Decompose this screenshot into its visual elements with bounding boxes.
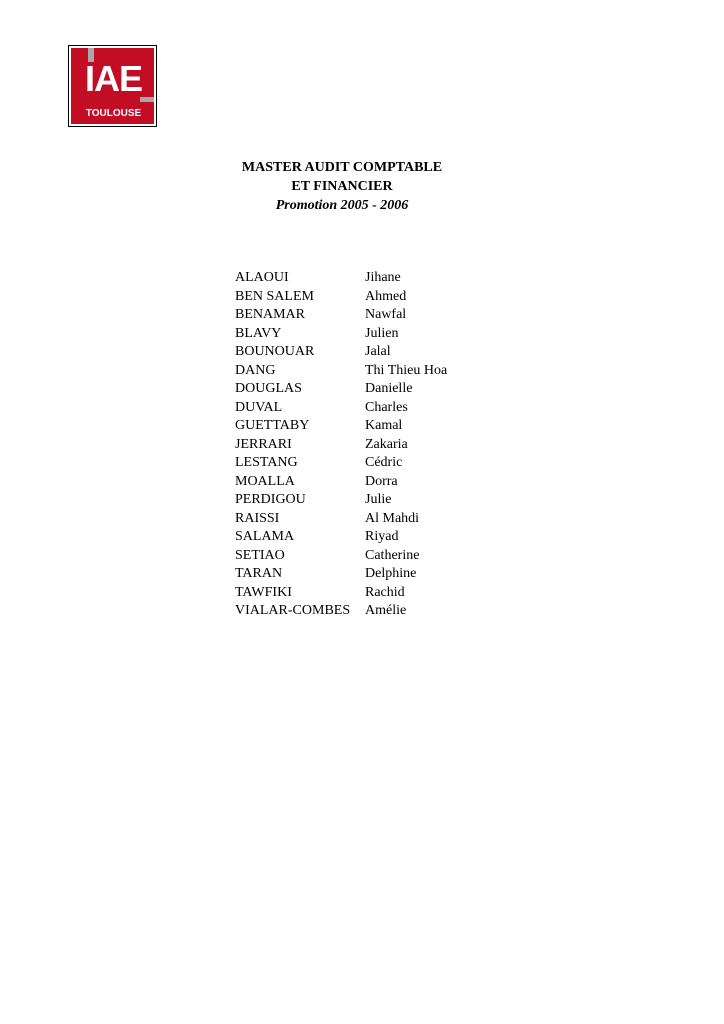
student-first-name: Jalal xyxy=(365,344,391,359)
student-row xyxy=(235,288,447,307)
student-row xyxy=(235,584,447,603)
logo-text-sub: TOULOUSE xyxy=(85,108,142,119)
student-last-name: DUVAL xyxy=(235,399,283,415)
student-first-name: Dorra xyxy=(365,473,398,489)
student-last-name: BEN SALEM xyxy=(235,288,314,304)
student-row xyxy=(235,473,447,492)
student-last-name: PERDIGOU xyxy=(235,492,306,507)
student-last-name: SALAMA xyxy=(235,529,295,544)
student-row xyxy=(235,399,447,418)
student-first-name: Amélie xyxy=(365,603,407,618)
student-last-name: MOALLA xyxy=(235,473,295,489)
student-last-name: BOUNOUAR xyxy=(235,344,315,359)
logo-text-main: IAE xyxy=(84,58,142,99)
student-last-name: TARAN xyxy=(235,566,283,581)
title-line-1: MASTER AUDIT COMPTABLE xyxy=(241,160,443,175)
student-last-name: SETIAO xyxy=(235,547,285,563)
promotion-subtitle: Promotion 2005 - 2006 xyxy=(275,198,409,213)
student-first-name: Delphine xyxy=(365,566,417,581)
student-list xyxy=(235,269,447,621)
student-row xyxy=(235,343,447,362)
student-first-name: Danielle xyxy=(365,381,413,396)
student-last-name: VIALAR-COMBES xyxy=(235,603,351,618)
student-first-name: Riyad xyxy=(365,529,399,544)
student-last-name: BLAVY xyxy=(235,325,282,341)
student-last-name: DOUGLAS xyxy=(235,381,302,396)
student-first-name: Ahmed xyxy=(365,288,407,304)
student-first-name: Jihane xyxy=(365,270,401,285)
student-first-name: Rachid xyxy=(365,584,405,600)
student-first-name: Al Mahdi xyxy=(365,510,420,526)
student-first-name: Catherine xyxy=(365,547,420,563)
student-last-name: DANG xyxy=(235,362,276,378)
logo-background xyxy=(71,48,154,124)
student-row xyxy=(235,547,447,566)
student-row xyxy=(235,565,447,584)
student-row xyxy=(235,602,447,621)
student-last-name: ALAOUI xyxy=(235,270,289,285)
student-row xyxy=(235,491,447,510)
student-last-name: RAISSI xyxy=(235,510,280,526)
student-row xyxy=(235,417,447,436)
student-first-name: Charles xyxy=(365,399,408,415)
student-row xyxy=(235,436,447,455)
student-last-name: JERRARI xyxy=(235,436,292,452)
student-first-name: Kamal xyxy=(365,418,403,433)
title-line-2: ET FINANCIER xyxy=(291,179,393,194)
student-row xyxy=(235,380,447,399)
student-row xyxy=(235,362,447,381)
student-row xyxy=(235,510,447,529)
student-last-name: TAWFIKI xyxy=(235,584,292,600)
document-title xyxy=(200,158,484,215)
student-row xyxy=(235,269,447,288)
student-row xyxy=(235,528,447,547)
student-first-name: Julie xyxy=(365,492,392,507)
student-last-name: BENAMAR xyxy=(235,307,306,322)
student-first-name: Cédric xyxy=(365,455,403,470)
student-last-name: LESTANG xyxy=(235,455,298,470)
student-last-name: GUETTABY xyxy=(235,418,310,433)
student-first-name: Thi Thieu Hoa xyxy=(365,362,448,378)
student-first-name: Zakaria xyxy=(365,436,408,452)
student-row xyxy=(235,325,447,344)
student-first-name: Julien xyxy=(365,325,399,341)
student-row xyxy=(235,454,447,473)
student-first-name: Nawfal xyxy=(365,307,407,322)
student-row xyxy=(235,306,447,325)
iae-toulouse-logo xyxy=(68,45,157,127)
